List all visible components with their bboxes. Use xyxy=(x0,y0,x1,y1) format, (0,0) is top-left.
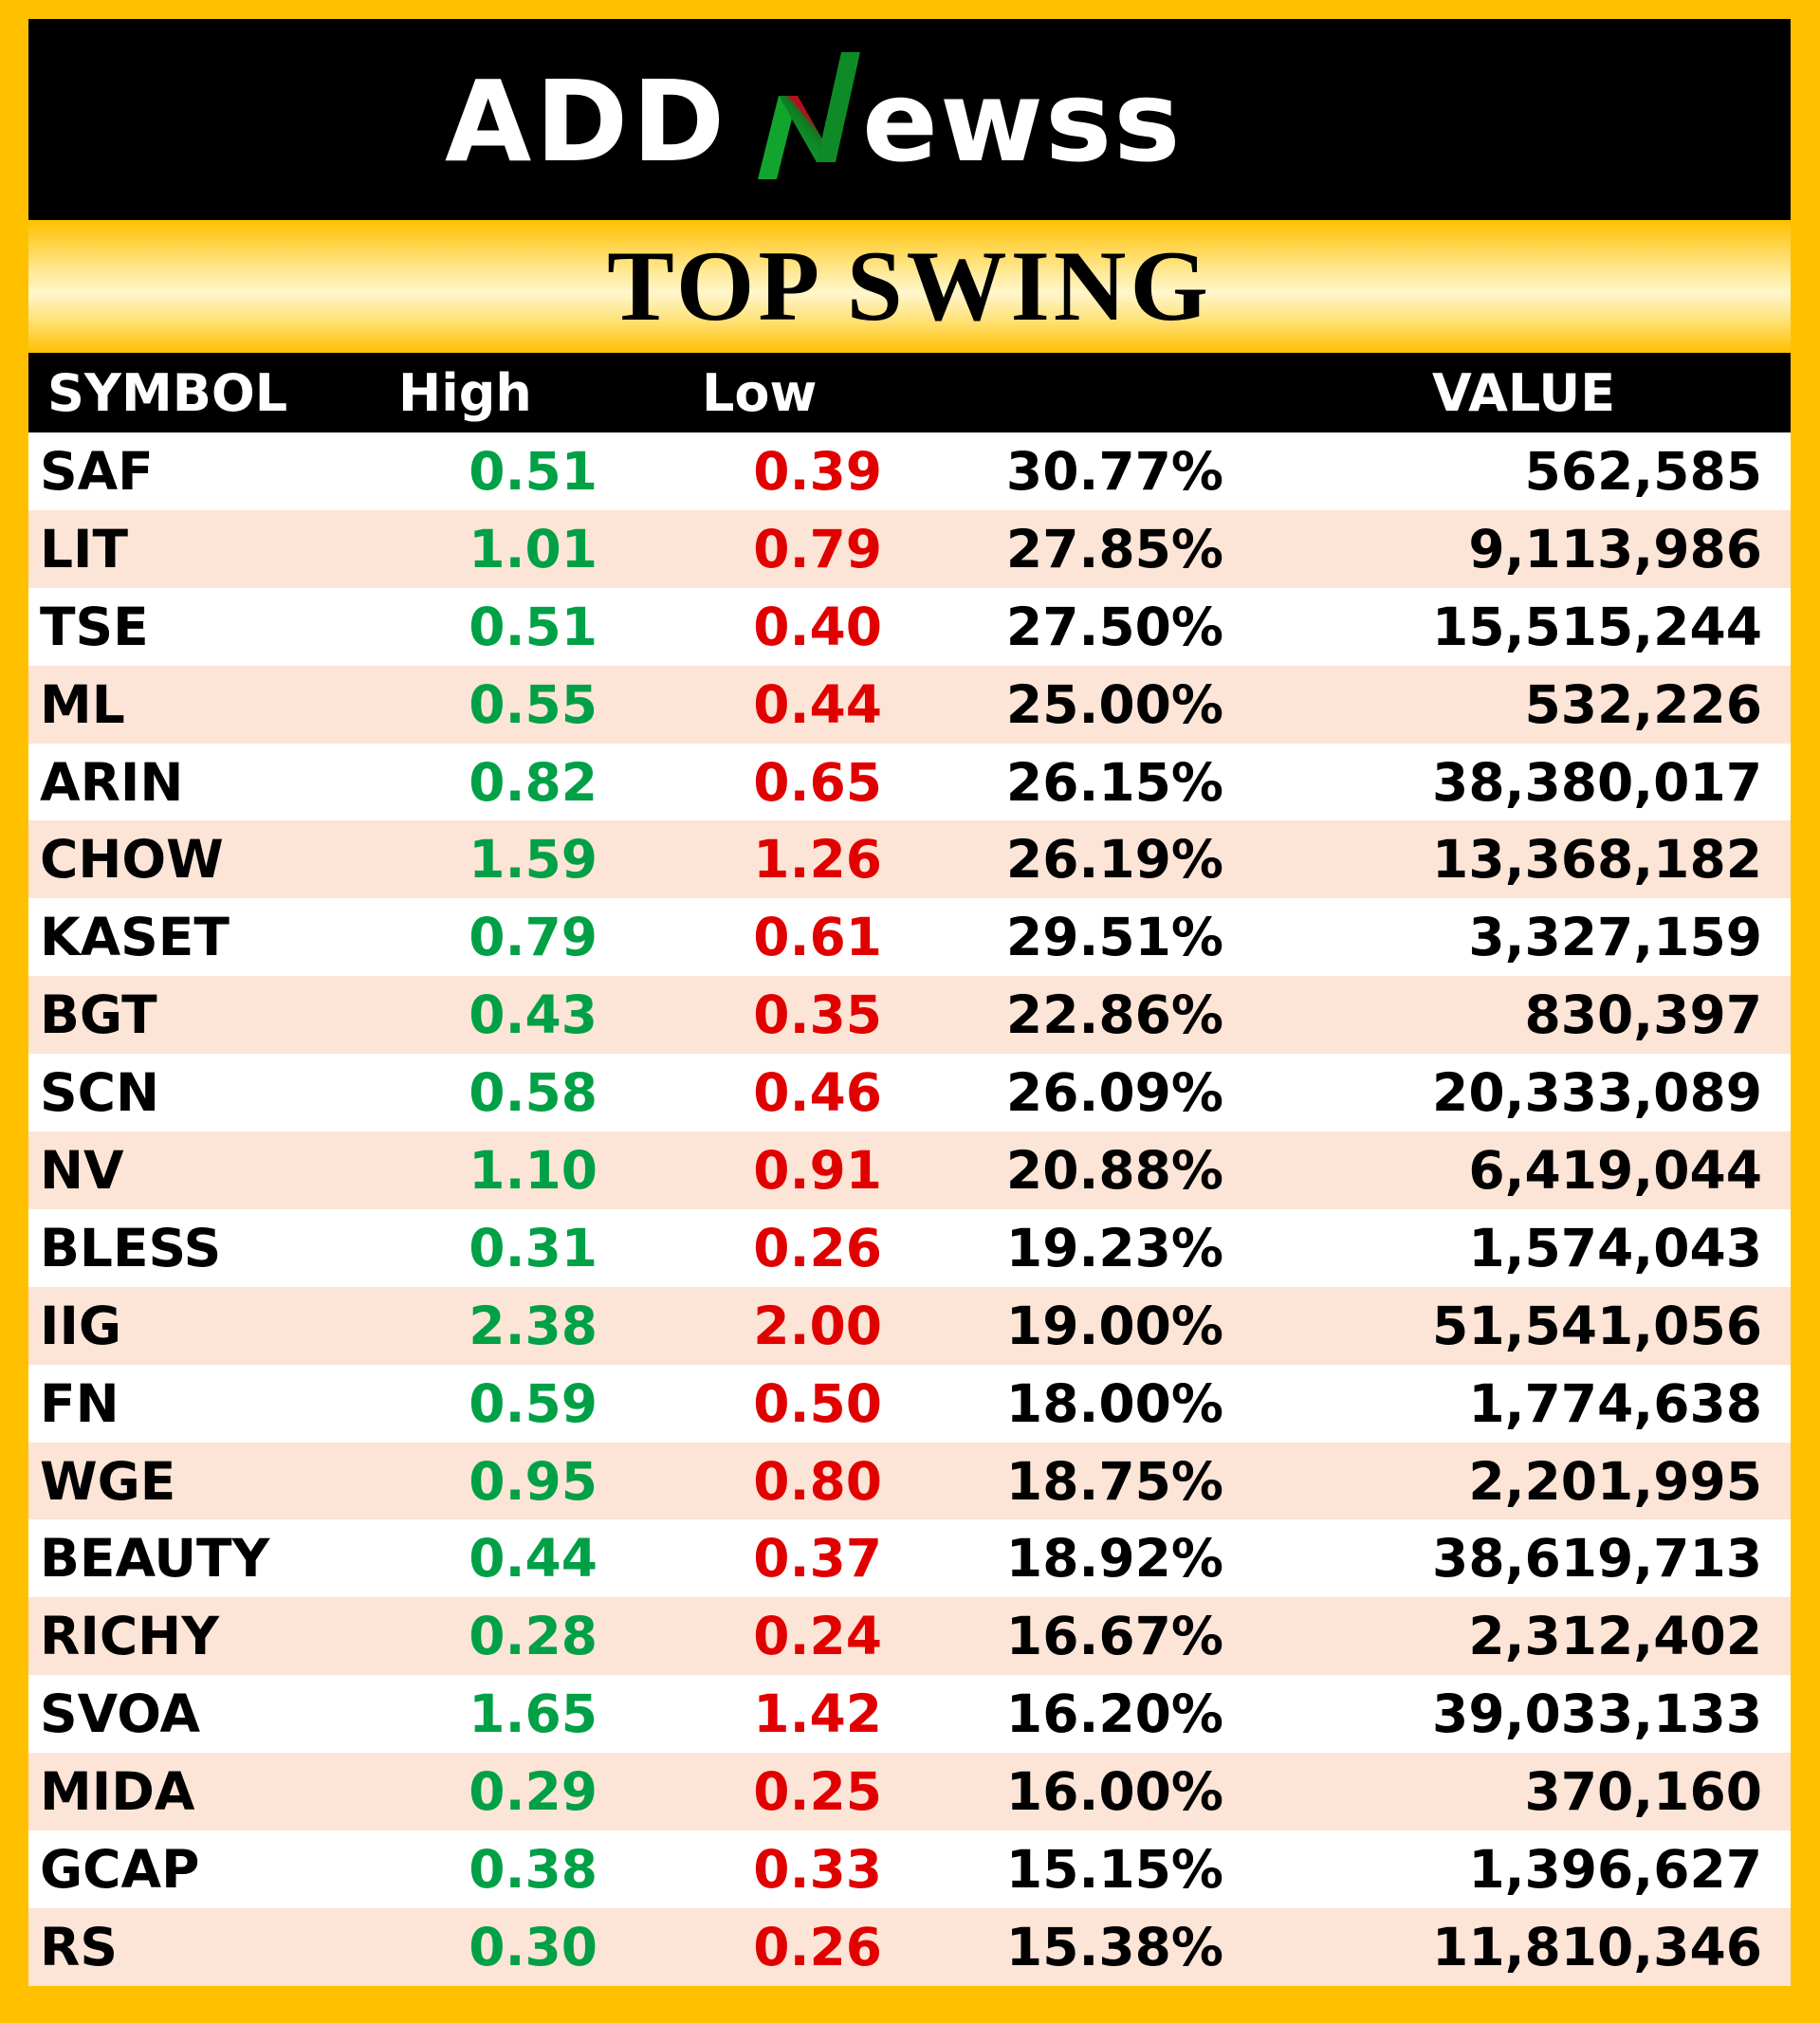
cell-value: 1,574,043 xyxy=(1468,1217,1762,1278)
cell-symbol: CHOW xyxy=(40,829,224,891)
cell-pct: 26.15% xyxy=(1005,751,1223,813)
cell-low: 0.40 xyxy=(753,596,882,657)
cell-pct: 16.00% xyxy=(1005,1761,1223,1823)
cell-value: 6,419,044 xyxy=(1468,1139,1762,1201)
table-row xyxy=(28,744,1791,821)
cell-high: 0.51 xyxy=(469,596,597,657)
cell-high: 0.59 xyxy=(469,1372,597,1434)
logo-n-icon xyxy=(758,52,860,179)
header-value: VALUE xyxy=(1432,362,1616,423)
cell-pct: 15.15% xyxy=(1005,1838,1223,1900)
cell-high: 0.51 xyxy=(469,440,597,502)
cell-value: 13,368,182 xyxy=(1432,829,1762,891)
cell-high: 0.43 xyxy=(469,984,597,1046)
cell-symbol: ARIN xyxy=(40,751,184,813)
cell-low: 0.26 xyxy=(753,1916,882,1977)
cell-low: 1.42 xyxy=(753,1683,882,1745)
table-row xyxy=(28,1287,1791,1365)
cell-high: 1.01 xyxy=(469,518,597,579)
cell-symbol: SAF xyxy=(40,440,154,502)
cell-symbol: BEAUTY xyxy=(40,1528,270,1590)
cell-high: 0.38 xyxy=(469,1838,597,1900)
cell-pct: 26.09% xyxy=(1005,1062,1223,1124)
page-title: TOP SWING xyxy=(607,230,1212,341)
table-row xyxy=(28,1675,1791,1753)
cell-symbol: RS xyxy=(40,1916,118,1977)
cell-low: 0.39 xyxy=(753,440,882,502)
cell-high: 0.30 xyxy=(469,1916,597,1977)
cell-symbol: SCN xyxy=(40,1062,160,1124)
cell-symbol: TSE xyxy=(40,596,149,657)
cell-pct: 18.00% xyxy=(1005,1372,1223,1434)
cell-symbol: WGE xyxy=(40,1450,176,1512)
cell-pct: 20.88% xyxy=(1005,1139,1223,1201)
cell-pct: 27.50% xyxy=(1005,596,1223,657)
cell-symbol: FN xyxy=(40,1372,119,1434)
cell-pct: 15.38% xyxy=(1005,1916,1223,1977)
cell-symbol: MIDA xyxy=(40,1761,195,1823)
cell-value: 562,585 xyxy=(1524,440,1762,502)
logo-bar xyxy=(28,19,1791,220)
table-body xyxy=(28,432,1791,1986)
cell-pct: 18.75% xyxy=(1005,1450,1223,1512)
cell-low: 0.79 xyxy=(753,518,882,579)
cell-value: 3,327,159 xyxy=(1468,907,1762,968)
cell-pct: 18.92% xyxy=(1005,1528,1223,1590)
cell-value: 11,810,346 xyxy=(1432,1916,1762,1977)
cell-value: 38,380,017 xyxy=(1432,751,1762,813)
cell-low: 0.91 xyxy=(753,1139,882,1201)
cell-high: 0.44 xyxy=(469,1528,597,1590)
cell-symbol: NV xyxy=(40,1139,124,1201)
cell-symbol: RICHY xyxy=(40,1606,220,1667)
cell-high: 0.95 xyxy=(469,1450,597,1512)
cell-symbol: KASET xyxy=(40,907,230,968)
cell-value: 370,160 xyxy=(1524,1761,1762,1823)
addnewss-logo xyxy=(445,39,1374,200)
table-row xyxy=(28,1830,1791,1908)
cell-value: 1,396,627 xyxy=(1468,1838,1762,1900)
cell-value: 830,397 xyxy=(1524,984,1762,1046)
cell-symbol: BLESS xyxy=(40,1217,222,1278)
cell-symbol: IIG xyxy=(40,1295,122,1356)
cell-value: 20,333,089 xyxy=(1432,1062,1762,1124)
cell-symbol: ML xyxy=(40,673,125,735)
cell-low: 0.37 xyxy=(753,1528,882,1590)
table-row xyxy=(28,1597,1791,1675)
table-row xyxy=(28,666,1791,744)
table-row xyxy=(28,1209,1791,1287)
cell-low: 0.65 xyxy=(753,751,882,813)
header-symbol: SYMBOL xyxy=(47,362,288,423)
table-row xyxy=(28,1519,1791,1597)
cell-high: 0.29 xyxy=(469,1761,597,1823)
cell-low: 0.44 xyxy=(753,673,882,735)
table-row xyxy=(28,588,1791,666)
table-row xyxy=(28,1753,1791,1830)
cell-low: 0.35 xyxy=(753,984,882,1046)
title-band xyxy=(28,220,1791,353)
cell-low: 0.80 xyxy=(753,1450,882,1512)
cell-low: 0.33 xyxy=(753,1838,882,1900)
cell-pct: 27.85% xyxy=(1005,518,1223,579)
cell-low: 0.61 xyxy=(753,907,882,968)
cell-pct: 16.20% xyxy=(1005,1683,1223,1745)
cell-value: 39,033,133 xyxy=(1432,1683,1762,1745)
table-row xyxy=(28,432,1791,510)
cell-value: 1,774,638 xyxy=(1468,1372,1762,1434)
table-header xyxy=(28,353,1791,432)
table-row xyxy=(28,1365,1791,1443)
cell-high: 1.65 xyxy=(469,1683,597,1745)
cell-high: 2.38 xyxy=(469,1295,597,1356)
cell-low: 0.24 xyxy=(753,1606,882,1667)
cell-symbol: BGT xyxy=(40,984,157,1046)
cell-pct: 22.86% xyxy=(1005,984,1223,1046)
cell-value: 15,515,244 xyxy=(1432,596,1762,657)
cell-symbol: GCAP xyxy=(40,1838,200,1900)
cell-symbol: LIT xyxy=(40,518,129,579)
logo-text-ewss: ewss xyxy=(862,56,1183,187)
cell-high: 1.59 xyxy=(469,829,597,891)
cell-high: 1.10 xyxy=(469,1139,597,1201)
table-row xyxy=(28,898,1791,976)
table-row xyxy=(28,976,1791,1054)
cell-low: 1.26 xyxy=(753,829,882,891)
swing-card xyxy=(28,19,1791,1986)
cell-pct: 25.00% xyxy=(1005,673,1223,735)
cell-low: 0.26 xyxy=(753,1217,882,1278)
cell-value: 38,619,713 xyxy=(1432,1528,1762,1590)
cell-value: 532,226 xyxy=(1524,673,1762,735)
cell-pct: 16.67% xyxy=(1005,1606,1223,1667)
cell-high: 0.82 xyxy=(469,751,597,813)
cell-value: 9,113,986 xyxy=(1468,518,1762,579)
cell-value: 2,312,402 xyxy=(1468,1606,1762,1667)
cell-value: 2,201,995 xyxy=(1468,1450,1762,1512)
table-row xyxy=(28,1908,1791,1986)
table-row xyxy=(28,1443,1791,1520)
cell-low: 0.46 xyxy=(753,1062,882,1124)
table-row xyxy=(28,1054,1791,1131)
table-row xyxy=(28,820,1791,898)
cell-high: 0.31 xyxy=(469,1217,597,1278)
cell-value: 51,541,056 xyxy=(1432,1295,1762,1356)
cell-high: 0.28 xyxy=(469,1606,597,1667)
logo-text-add: ADD xyxy=(445,56,729,187)
table-row xyxy=(28,510,1791,588)
cell-pct: 29.51% xyxy=(1005,907,1223,968)
cell-low: 0.25 xyxy=(753,1761,882,1823)
cell-high: 0.55 xyxy=(469,673,597,735)
cell-symbol: SVOA xyxy=(40,1683,201,1745)
cell-pct: 26.19% xyxy=(1005,829,1223,891)
cell-high: 0.58 xyxy=(469,1062,597,1124)
cell-low: 2.00 xyxy=(753,1295,882,1356)
header-low: Low xyxy=(702,362,818,423)
cell-pct: 19.23% xyxy=(1005,1217,1223,1278)
cell-pct: 30.77% xyxy=(1005,440,1223,502)
header-high: High xyxy=(398,362,532,423)
cell-pct: 19.00% xyxy=(1005,1295,1223,1356)
cell-low: 0.50 xyxy=(753,1372,882,1434)
cell-high: 0.79 xyxy=(469,907,597,968)
table-row xyxy=(28,1131,1791,1209)
